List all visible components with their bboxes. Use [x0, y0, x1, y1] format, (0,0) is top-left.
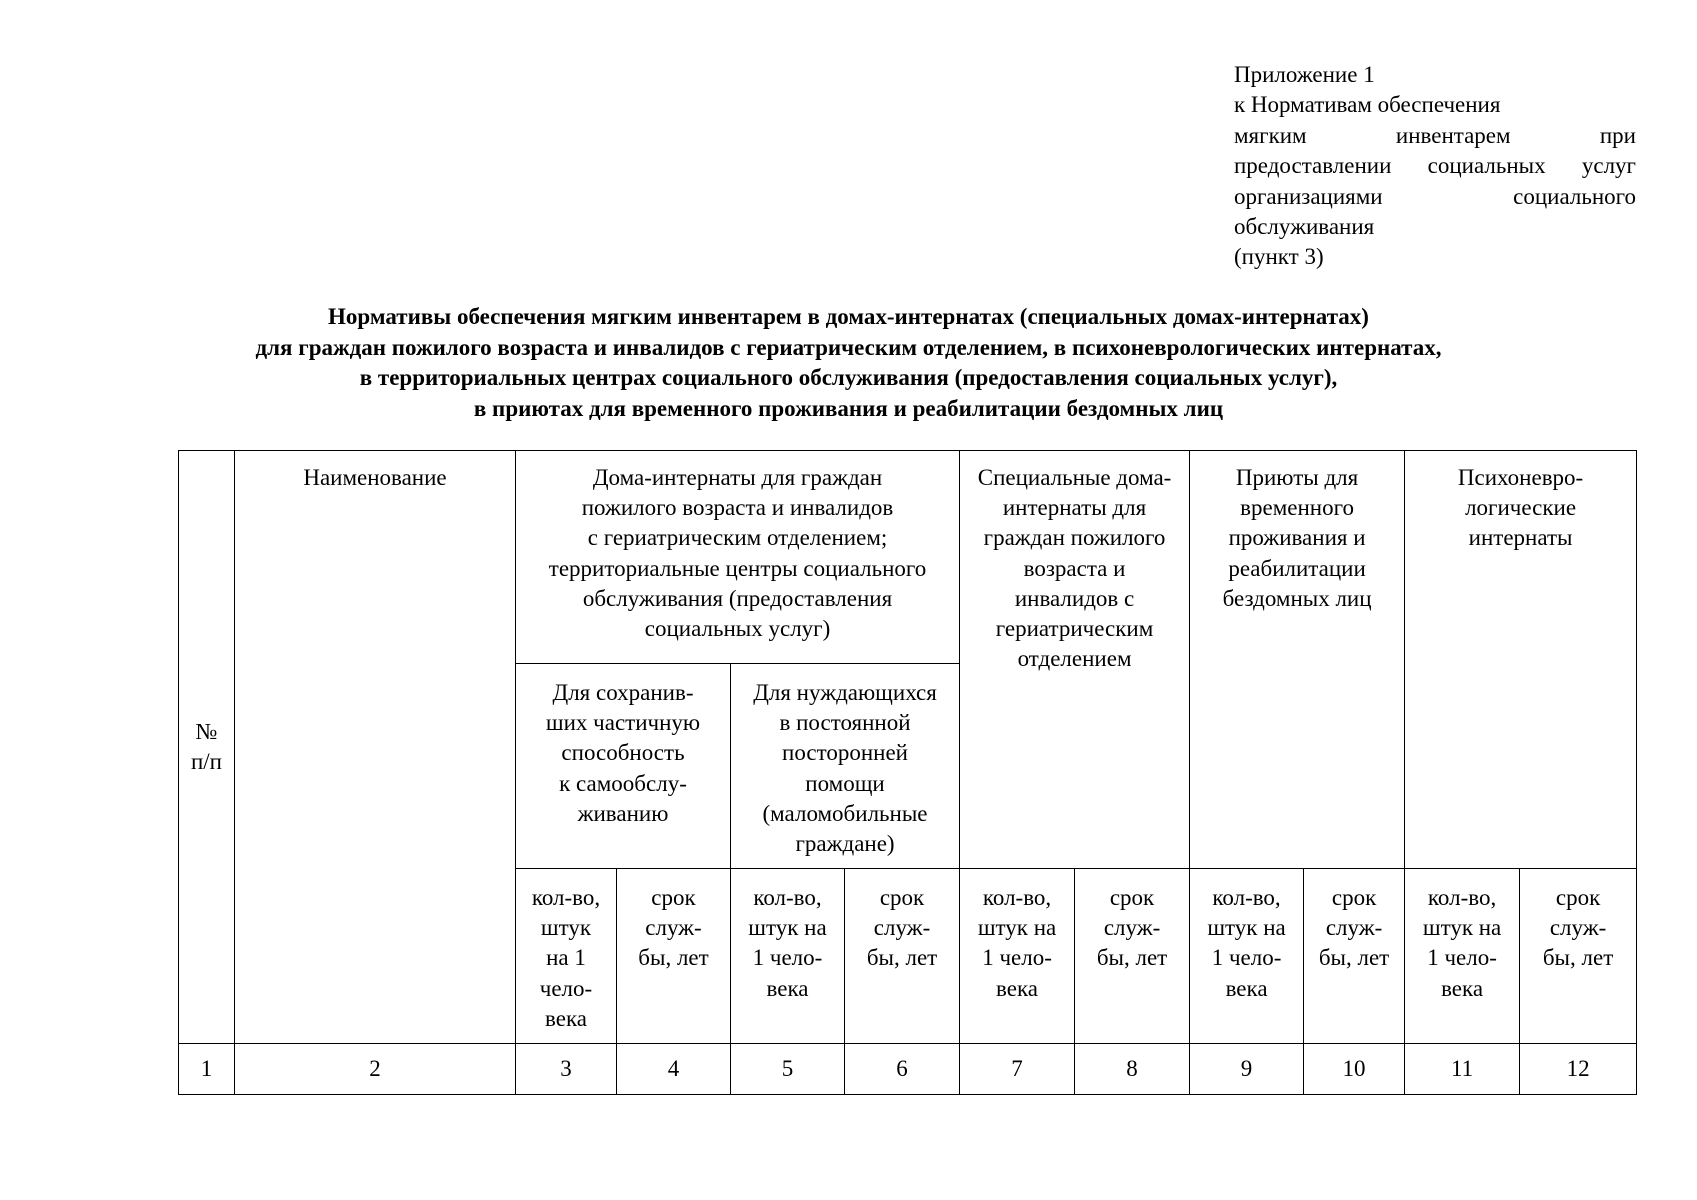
column-number-row	[179, 1044, 1637, 1095]
norms-table	[178, 450, 1637, 1095]
appendix-line: организациями социального	[1234, 183, 1636, 209]
header-name: Наименование	[235, 451, 516, 1044]
header-sub-partial: Для сохранив- ших частичную способность к самообслу- живанию	[516, 664, 731, 869]
appendix-line: предоставлении социальных услуг	[1234, 153, 1636, 179]
document-title	[150, 302, 1547, 424]
header-quantity: кол-во, штук на 1 чело- века	[731, 869, 845, 1044]
title-line: в приютах для временного проживания и реабилитации бездомных лиц	[473, 395, 1224, 421]
column-number: 1	[179, 1044, 235, 1095]
header-quantity: кол-во, штук на 1 чело- века	[1190, 869, 1304, 1044]
appendix-line: мягким инвентарем при	[1234, 122, 1636, 148]
column-number: 7	[960, 1044, 1075, 1095]
column-number: 11	[1405, 1044, 1520, 1095]
header-term: срок служ- бы, лет	[1075, 869, 1190, 1044]
header-sub-dependent: Для нуждающихся в постоянной посторонней помощи (маломобильные граждане)	[731, 664, 960, 869]
header-group-shelters: Приюты для временного проживания и реабилитации бездомных лиц	[1190, 451, 1405, 869]
column-number: 12	[1520, 1044, 1637, 1095]
column-number: 10	[1304, 1044, 1405, 1095]
header-term: срок служ- бы, лет	[1304, 869, 1405, 1044]
appendix-line: (пункт 3)	[1234, 244, 1324, 270]
header-group-special: Специальные дома- интернаты для граждан пожилого возраста и инвалидов с гериатрическим отделением	[960, 451, 1190, 869]
appendix-line: Приложение 1	[1234, 62, 1375, 87]
header-group-psycho: Психоневро- логические интернаты	[1405, 451, 1637, 869]
header-quantity: кол-во, штук на 1 чело- века	[960, 869, 1075, 1044]
column-number: 5	[731, 1044, 845, 1095]
column-number: 6	[845, 1044, 960, 1095]
column-number: 4	[617, 1044, 731, 1095]
appendix-line: обслуживания	[1234, 214, 1375, 240]
header-quantity: кол-во, штук на 1 чело- века	[1405, 869, 1520, 1044]
column-number: 8	[1075, 1044, 1190, 1095]
column-number: 2	[235, 1044, 516, 1095]
appendix-note	[1234, 60, 1636, 273]
appendix-line: к Нормативам обеспечения	[1234, 92, 1501, 118]
title-line: Нормативы обеспечения мягким инвентарем в домах-интернатах (специальных домах-интернатах)	[328, 304, 1369, 329]
column-number: 9	[1190, 1044, 1304, 1095]
column-number: 3	[516, 1044, 617, 1095]
header-number: № п/п	[179, 451, 235, 1044]
header-term: срок служ- бы, лет	[845, 869, 960, 1044]
header-group-homes: Дома-интернаты для граждан пожилого возраста и инвалидов с гериатрическим отделением; территориальные центры социального обслуживания (предоставления социальных услуг)	[516, 451, 960, 664]
title-line: для граждан пожилого возраста и инвалидов с гериатрическим отделением, в психоневрологических интернатах,	[255, 334, 1442, 360]
title-line: в территориальных центрах социального обслуживания (предоставления социальных услуг),	[359, 365, 1338, 390]
header-quantity: кол-во, штук на 1 чело- века	[516, 869, 617, 1044]
header-term: срок служ- бы, лет	[617, 869, 731, 1044]
header-term: срок служ- бы, лет	[1520, 869, 1637, 1044]
